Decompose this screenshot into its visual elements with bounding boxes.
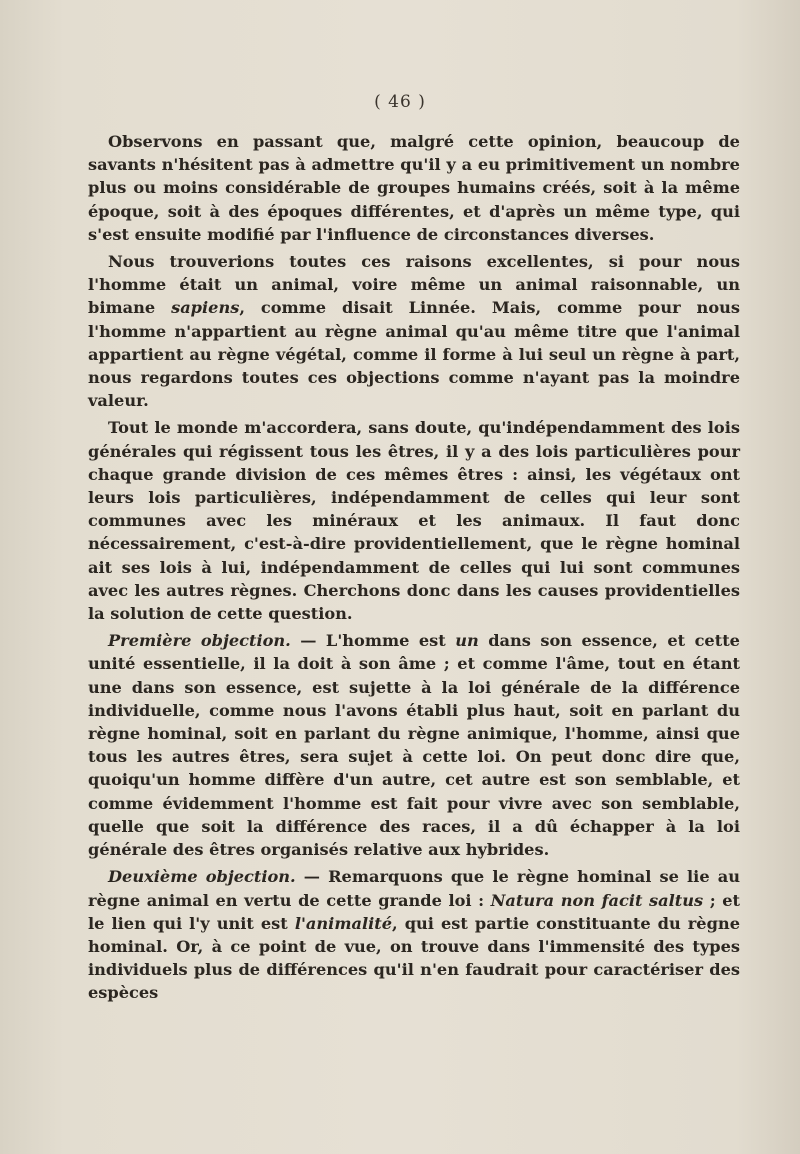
- text-run: , qui est partie constituante du règne hominal. Or, à ce point de vue, on trouve dans l'immensité des types individuels plus de différences qu'il n'en faudrait pour caractériser des espèces: [88, 913, 740, 1003]
- page-number: ( 46 ): [374, 92, 426, 112]
- paragraph: [88, 416, 740, 625]
- paragraph: [88, 250, 740, 412]
- paragraph: [88, 629, 740, 861]
- text-run: Nous trouverions toutes ces raisons excellentes, si pour nous l'homme était un animal, voire même un animal raisonnable, un bimane: [88, 252, 740, 318]
- italic-text-run: sapiens: [171, 298, 240, 318]
- italic-text-run: un: [455, 631, 479, 651]
- text-run: , comme disait Linnée. Mais, comme pour nous l'homme n'appartient au règne animal qu'au même titre que l'animal appartient au règne végétal, comme il forme à lui seul un règne à part, nous regardons toutes ces objections comme n'ayant pas la moindre valeur.: [88, 298, 740, 411]
- text-body: [88, 130, 740, 1009]
- italic-text-run: Deuxième objection.: [108, 867, 296, 887]
- text-run: Tout le monde m'accordera, sans doute, qu'indépendamment des lois générales qui régissent tous les êtres, il y a des lois particulières pour chaque grande division de ces mêmes êtres : ainsi, les végétaux ont leurs lois particulières, indépendamment de celles qui leur sont communes avec les minéraux et les animaux. Il faut donc nécessairement, c'est-à-dire providentiellement, que le règne hominal ait ses lois à lui, indépendamment de celles qui lui sont communes avec les autres règnes. Cherchons donc dans les causes providentielles la solution de cette question.: [88, 418, 740, 624]
- text-run: ; et le lien qui l'y unit est: [88, 890, 740, 933]
- text-run: Observons en passant que, malgré cette opinion, beaucoup de savants n'hésitent pas à admettre qu'il y a eu primitivement un nombre plus ou moins considérable de groupes humains créés, soit à la même époque, soit à des époques différentes, et d'après un même type, qui s'est ensuite modifié par l'influence de circonstances diverses.: [88, 132, 740, 244]
- text-run: — Remarquons que le règne hominal se lie au règne animal en vertu de cette grande loi :: [88, 867, 740, 910]
- italic-text-run: l'animalité: [294, 913, 393, 933]
- italic-text-run: Première objection.: [108, 631, 291, 651]
- paragraph: [88, 130, 740, 246]
- paragraph: [88, 865, 740, 1004]
- text-run: dans son essence, et cette unité essentielle, il la doit à son âme ; et comme l'âme, tout en étant une dans son essence, est sujette à la loi générale de la différence individuelle, comme nous l'avons établi plus haut, soit en parlant du règne hominal, soit en parlant du règne animique, l'homme, ainsi que tous les autres êtres, sera sujet à cette loi. On peut donc dire que, quoiqu'un homme diffère d'un autre, cet autre est son semblable, et comme évidemment l'homme est fait pour vivre avec son semblable, quelle que soit la différence des races, il a dû échapper à la loi générale des êtres organisés relative aux hybrides.: [88, 631, 740, 860]
- text-run: — L'homme est: [290, 631, 456, 651]
- italic-text-run: Natura non facit saltus: [490, 890, 704, 910]
